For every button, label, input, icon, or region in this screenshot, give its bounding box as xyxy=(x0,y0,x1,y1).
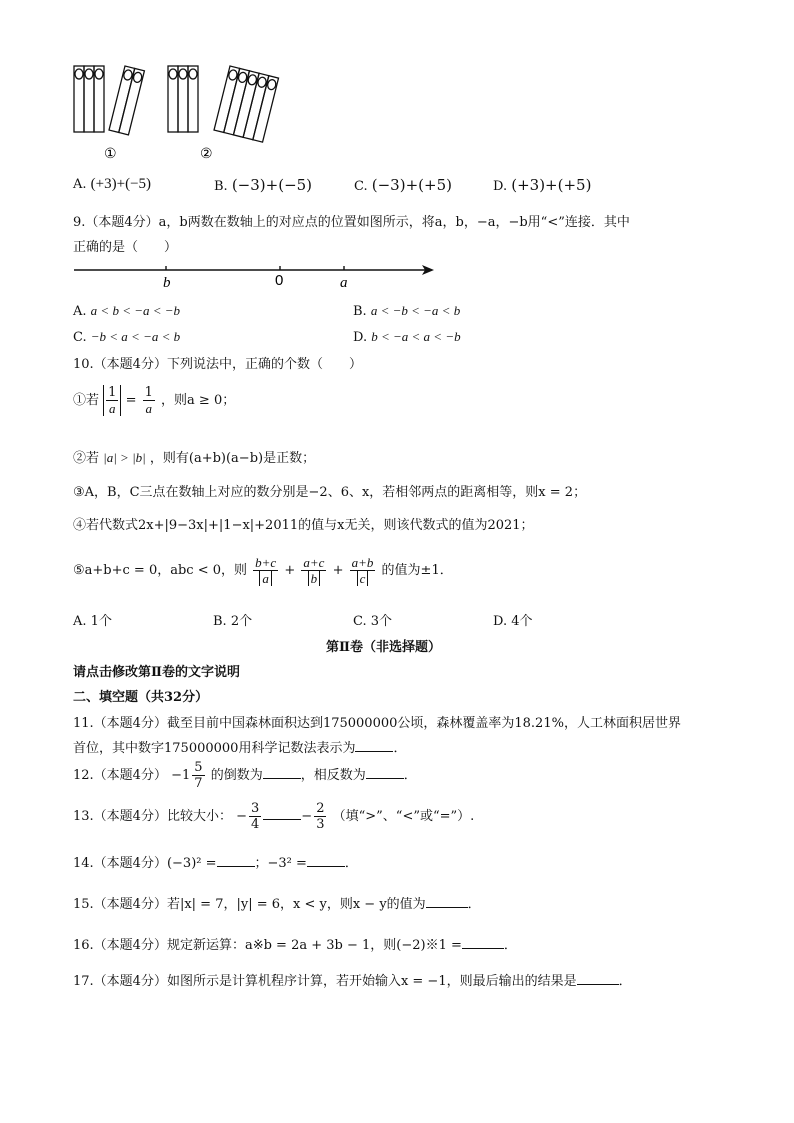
answer-blank[interactable] xyxy=(426,895,468,908)
option-key: D. xyxy=(353,330,368,345)
statement-suffix: ，则有(a+b)(a−b)是正数； xyxy=(149,451,316,466)
option-text: a < −b < −a < b xyxy=(370,303,461,318)
figure-label-2: ② xyxy=(200,146,213,162)
q11-line1: 11.（本题4分）截至目前中国森林面积达到175000000公顷，森林覆盖率为18.21%，人工林面积居世界 xyxy=(73,716,681,731)
answer-blank-reciprocal[interactable] xyxy=(263,766,301,779)
q9-stem-line1: 9.（本题4分）a，b两数在数轴上的对应点的位置如图所示，将a，b，−a，−b用“<”连接．其中 xyxy=(73,215,630,230)
option-key: C. xyxy=(354,179,368,194)
axis-label-a: a xyxy=(340,275,348,291)
answer-blank-2[interactable] xyxy=(307,854,345,867)
option-key: B. xyxy=(353,304,367,319)
question-text: 的倒数为 xyxy=(210,768,263,783)
axis-label-b: b xyxy=(163,275,171,291)
answer-blank[interactable] xyxy=(355,739,393,752)
question-prefix: 13.（本题4分）比较大小： xyxy=(73,809,232,824)
q8-option-c xyxy=(354,176,452,194)
option-text: (+3)+(+5) xyxy=(511,176,592,194)
question-text: ，相反数为 xyxy=(300,768,366,783)
q10-statement-1: ①若 $\frac{1}{a}$ = $\frac{1}{a}$ ，则a ≥ 0； xyxy=(73,385,236,416)
q10-statement-4: ④若代数式2x+|9−3x|+|1−x|+2011的值与x无关，则该代数式的值为2021； xyxy=(73,518,534,533)
option-text: 2个 xyxy=(230,614,253,629)
option-text: a < b < −a < −b xyxy=(90,303,181,318)
option-key: B. xyxy=(213,614,227,629)
mixed-number: −1 $\frac{5}{7}$ xyxy=(171,760,203,791)
q10-option-a xyxy=(73,610,112,629)
question-end: ． xyxy=(467,897,481,912)
option-key: C. xyxy=(353,614,367,629)
separator: ； xyxy=(254,856,268,871)
answer-blank[interactable] xyxy=(263,807,301,820)
statement-suffix: 的值为±1． xyxy=(381,563,453,578)
option-text: (−3)+(+5) xyxy=(371,176,452,194)
q9-option-a xyxy=(73,303,180,319)
q10-stem: 10.（本题4分）下列说法中，正确的个数（ ） xyxy=(73,357,362,372)
abs-fraction-1-over-a: $\frac{1}{a}$ xyxy=(103,385,121,416)
figure-label-1: ① xyxy=(104,146,117,162)
fraction-a-plus-b: $\frac{a+b}{c}$ xyxy=(351,555,374,586)
question-end: ． xyxy=(503,938,517,953)
axis-label-zero: 0 xyxy=(275,272,284,289)
q10-statement-3: ③A，B，C三点在数轴上对应的数分别是−2、6、x，若相邻两点的距离相等，则x = 2； xyxy=(73,485,587,500)
section-heading: 二、填空题（共32分） xyxy=(73,690,209,705)
q17 xyxy=(73,970,632,989)
question-end: ． xyxy=(344,856,358,871)
question-suffix: （填“>”、“<”或“=”）. xyxy=(332,809,475,824)
statement-prefix: ⑤a+b+c = 0，abc < 0，则 xyxy=(73,563,248,578)
section-title: 第Ⅱ卷（非选择题） xyxy=(326,640,441,655)
question-prefix: 14.（本题4分） xyxy=(73,856,167,871)
option-text: −b < a < −a < b xyxy=(90,329,181,344)
fraction-neg-2-3: − $\frac{2}{3}$ xyxy=(301,801,325,832)
q9-stem-line2: 正确的是（ ） xyxy=(73,240,178,255)
option-text: 3个 xyxy=(370,614,393,629)
answer-blank-1[interactable] xyxy=(217,854,255,867)
option-key: D. xyxy=(493,179,508,194)
q10-option-b xyxy=(213,610,252,629)
statement-condition: |a| > |b| xyxy=(103,450,146,465)
fraction-a-plus-c: $\frac{a+c}{b}$ xyxy=(303,555,325,586)
q14 xyxy=(73,852,358,871)
option-text: b < −a < a < −b xyxy=(371,329,461,344)
statement-prefix: ②若 xyxy=(73,451,100,466)
question-end: ． xyxy=(393,741,407,756)
answer-blank[interactable] xyxy=(577,972,619,985)
q10-statement-2 xyxy=(73,447,315,466)
question-prefix: 12.（本题4分） xyxy=(73,768,167,783)
q9-number-line xyxy=(70,258,440,292)
fraction-b-plus-c: $\frac{b+c}{a}$ xyxy=(255,555,277,586)
option-key: D. xyxy=(493,614,508,629)
option-text: (+3)+(−5) xyxy=(90,176,152,192)
q15 xyxy=(73,893,481,912)
option-key: A. xyxy=(73,614,87,629)
question-end: ． xyxy=(403,768,417,783)
answer-blank-opposite[interactable] xyxy=(366,766,404,779)
fraction-neg-3-4: − $\frac{3}{4}$ xyxy=(236,801,260,832)
q11-line2 xyxy=(73,737,406,756)
q9-option-b xyxy=(353,303,460,319)
question-end: ． xyxy=(618,974,632,989)
q12 xyxy=(73,760,417,791)
option-key: B. xyxy=(214,179,228,194)
expression-2: −3² = xyxy=(267,856,307,871)
q9-option-c xyxy=(73,329,180,345)
fraction-1-over-a: $\frac{1}{a}$ xyxy=(144,385,153,416)
option-text: (−3)+(−5) xyxy=(231,176,313,194)
option-text: 4个 xyxy=(511,614,533,629)
question-text: 17.（本题4分）如图所示是计算机程序计算，若开始输入x = −1，则最后输出的结果是 xyxy=(73,974,577,989)
q9-option-d xyxy=(353,329,461,345)
q16 xyxy=(73,934,517,953)
statement-suffix: ，则a ≥ 0； xyxy=(161,393,236,408)
q10-statement-5: ⑤a+b+c = 0，abc < 0，则 $\frac{b+c}{a}$ + $\frac{a+c}{b}$ + $\frac{a+b}{c}$ 的值为±1． xyxy=(73,555,453,586)
section-note: 请点击修改第Ⅱ卷的文字说明 xyxy=(73,665,240,680)
q8-option-b xyxy=(214,176,312,194)
option-key: A. xyxy=(73,177,87,192)
q8-option-a xyxy=(73,176,151,193)
q10-option-d xyxy=(493,610,533,629)
q8-sticks-figure xyxy=(70,58,310,163)
question-text: 首位，其中数字175000000用科学记数法表示为 xyxy=(73,741,356,756)
option-text: 1个 xyxy=(90,614,112,629)
question-text: 15.（本题4分）若|x| = 7，|y| = 6，x < y，则x − y的值为 xyxy=(73,897,426,912)
q10-option-c xyxy=(353,610,392,629)
answer-blank[interactable] xyxy=(462,936,504,949)
expression-1: (−3)² = xyxy=(166,856,217,871)
option-key: A. xyxy=(73,304,87,319)
option-key: C. xyxy=(73,330,87,345)
statement-prefix: ①若 xyxy=(73,393,100,408)
question-text: 16.（本题4分）规定新运算：a※b = 2a + 3b − 1，则(−2)※1 = xyxy=(73,938,462,953)
q13 xyxy=(73,801,474,832)
q8-option-d xyxy=(493,176,591,194)
